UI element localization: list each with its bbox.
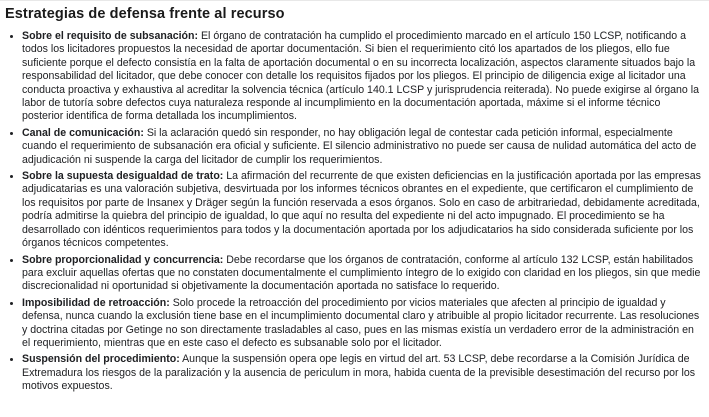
bullet-text: Si la aclaración quedó sin responder, no hay obligación legal de contestar cada petición informal, especialmente cuando el requerimiento de subsanación era oficial y suficiente. El silencio administrativo no puede ser causa de nulidad automática del acto de adjudicación ni suspende la carga del licitador de cumplir los requerimientos.	[22, 126, 697, 166]
page-title: Estrategias de defensa frente al recurso	[5, 6, 285, 22]
bullet-label: Sobre la supuesta desigualdad de trato:	[22, 170, 224, 183]
bullet-text: Aunque la suspensión opera ope legis en virtud del art. 53 LCSP, debe recordarse a la Comisión Jurídica de Extremadura los riesgos de la paralización y la ausencia de periculum in mora, habida cuenta de la previsible desestimación del recurso por los motivos expuestos.	[22, 353, 696, 393]
list-item	[22, 297, 703, 351]
defense-strategies-list	[0, 30, 709, 394]
list-item	[22, 170, 703, 250]
bullet-label: Canal de comunicación:	[22, 126, 144, 139]
list-item	[22, 127, 703, 167]
bullet-label: Sobre proporcionalidad y concurrencia:	[22, 253, 224, 266]
bullet-text: La afirmación del recurrente de que existen deficiencias en la justificación aportada por las empresas adjudicatarias es una valoración subjetiva, desvirtuada por los informes técnicos obrantes en el expediente, que certificaron el cumplimiento de los requisitos por parte de Insanex y Dräger según la función reservada a esos órganos. Solo en caso de arbitrariedad, debidamente acreditada, podría admitirse la quiebra del principio de igualdad, lo que aquí no resulta del expediente ni del acto impugnado. El procedimiento se ha desarrollado con idénticos requerimientos para todos y la documentación aportada por los adjudicatarios ha sido considerada suficiente por los órganos técnicos competentes.	[22, 170, 701, 250]
list-item	[22, 353, 703, 393]
bullet-text: Solo procede la retroacción del procedimiento por vicios materiales que afecten al principio de igualdad y defensa, nunca cuando la exclusión tiene base en el incumplimiento documental claro y atribuible al propio licitador recurrente. Las resoluciones y doctrina citadas por Getinge no son directamente trasladables al caso, pues en las mismas existía un verdadero error de la administración en el requerimiento, mientras que en este caso el defecto es subsanable solo por el licitador.	[22, 296, 700, 349]
bullet-label: Imposibilidad de retroacción:	[22, 296, 170, 309]
bullet-label: Sobre el requisito de subsanación:	[22, 30, 199, 42]
bullet-text: Debe recordarse que los órganos de contratación, conforme al artículo 132 LCSP, están habilitados para excluir aquellas ofertas que no constaten documentalmente el cumplimiento íntegro de lo exigido con claridad en los pliegos, sin que medie discrecionalidad ni oportunidad si objetivamente la documentación aportada no satisface lo requerido.	[22, 253, 701, 293]
bullet-label: Suspensión del procedimiento:	[22, 353, 180, 366]
bullet-text: El órgano de contratación ha cumplido el procedimiento marcado en el artículo 150 LCSP, notificando a todos los licitadores propuestos la necesidad de aportar documentación. Si bien el requerimiento citó los apartados de los pliegos, ello fue suficiente porque el defecto consistía en la falta de aportación documental o en su incorrecta localización, aspectos claramente situados bajo la responsabilidad del licitador, que debe conocer con detalle los requisitos fijados por los pliegos. El principio de diligencia exige al licitador una conducta proactiva y exhaustiva al acreditar la solvencia técnica (artículo 140.1 LCSP y jurisprudencia reiterada). No puede exigirse al órgano la labor de tutoría sobre defectos cuya naturaleza responde al incumplimiento en la documentación aportada, máxime si el informe técnico posterior identifica de forma detallada los incumplimientos.	[22, 30, 700, 123]
list-item	[22, 254, 703, 294]
list-item	[22, 30, 703, 124]
top-divider	[0, 0, 709, 1]
